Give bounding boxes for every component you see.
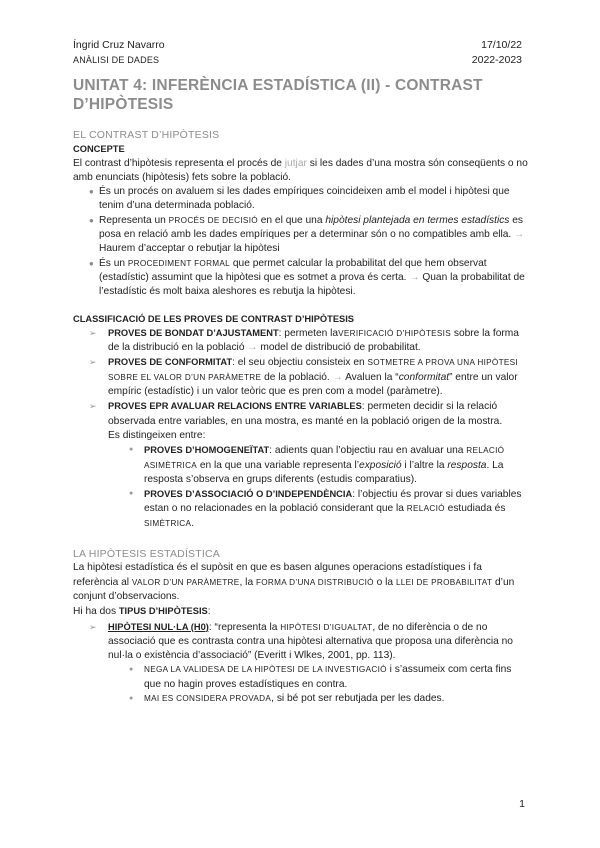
arrow-right-icon: → bbox=[409, 271, 420, 283]
section-heading-hipotesis: LA HIPÒTESIS ESTADÍSTICA bbox=[73, 548, 220, 561]
arrowhead-bullet-icon: ➢ bbox=[89, 357, 97, 368]
paragraph-hipotesis: La hipòtesi estadística és el supòsit en que es basen algunes operacions estadístiques i fa referència al VALOR D’UN PARÀMETRE, la FORMA D’UNA DISTRIBUCIÓ o la LLEI DE PROBABILITAT d’un conjunt d’observacions. bbox=[73, 562, 515, 602]
bullet-icon: ● bbox=[129, 694, 134, 702]
arrowhead-bullet-icon: ➢ bbox=[89, 401, 97, 412]
page-title: UNITAT 4: INFERÈNCIA ESTADÍSTICA (II) - CONTRAST D’HIPÒTESIS bbox=[73, 77, 483, 113]
highlight-jutjar: jutjar bbox=[284, 157, 307, 169]
list-item: ● MAI ES CONSIDERA PROVADA, si bé pot ser rebutjada per les dades. bbox=[73, 692, 528, 706]
arrow-right-icon: → bbox=[247, 342, 258, 354]
list-item: ● És un procés on avaluem si les dades empíriques coincideixen amb el model i hipòtesi que tenim d’una determinada població. bbox=[89, 186, 510, 212]
academic-year: 2022-2023 bbox=[471, 54, 522, 66]
list-item: ➢ PROVES DE BONDAT D’AJUSTAMENT: permeten laVERIFICACIÓ D’HIPÒTESIS sobre la forma de la distribució en la població → model de distribució de probabilitat. bbox=[89, 327, 519, 354]
arrow-right-icon: → bbox=[514, 229, 525, 241]
list-item: ● NEGA LA VALIDESA DE LA HIPÒTESI DE LA INVESTIGACIÓ i s’assumeix com certa fins que no hagin proves estadístiques en contra. bbox=[129, 664, 512, 690]
paragraph-types: Hi ha dos TIPUS D’HIPÒTESIS: bbox=[73, 606, 211, 618]
distinction-intro: Es distingeixen entre: bbox=[108, 429, 206, 441]
subject-name: ANÀLISI DE DADES bbox=[73, 55, 160, 65]
classification-list bbox=[73, 326, 528, 429]
bullet-icon: ● bbox=[89, 187, 94, 197]
subheading-concepte: CONCEPTE bbox=[73, 144, 125, 155]
concept-list bbox=[73, 185, 528, 299]
paragraph-intro: El contrast d’hipòtesis representa el procés de jutjar si les dades d’una mostra són conseqüents o no amb enunciats (hipòtesis) fets sobre la població. bbox=[73, 157, 528, 183]
bullet-icon: ● bbox=[89, 258, 94, 268]
section-heading-contrast: EL CONTRAST D’HIPÒTESIS bbox=[73, 129, 220, 141]
page-number: 1 bbox=[519, 798, 525, 810]
arrowhead-bullet-icon: ➢ bbox=[89, 327, 97, 338]
list-item: ➢ PROVES EPR AVALUAR RELACIONS ENTRE VARIABLES: permeten decidir si la relació observada entre variables, en una mostra, es manté en la població origen de la mostra. bbox=[89, 401, 503, 427]
bullet-icon: ● bbox=[89, 215, 94, 225]
hypothesis-types-list bbox=[73, 620, 528, 664]
null-hypothesis-list bbox=[73, 663, 528, 706]
header-left bbox=[73, 38, 165, 68]
list-item: ● És un PROCEDIMENT FORMAL que permet calcular la probabilitat del que hem observat (estadístic) assumint que la hipòtesi que es sotmet a prova és certa. → Quan la probabilitat de l’estadístic és molt baixa aleshores es rebutja la hipòtesi. bbox=[89, 257, 525, 298]
list-item: ● Representa un PROCÉS DE DECISIÓ en el que una hipòtesi plantejada en termes estadístics es posa en relació amb les dades empíriques per a determinar són o no compatibles amb ella. → Haurem d’acceptar o rebutjar la hipòtesi bbox=[89, 214, 525, 255]
arrow-right-icon: → bbox=[332, 371, 343, 383]
bullet-icon: ● bbox=[129, 446, 134, 454]
list-item: ● PROVES D’HOMOGENEÏTAT: adients quan l’objectiu rau en avaluar una RELACIÓ ASIMÈTRICA en la que una variable representa l’exposició i l’altre la resposta. La resposta s’observa en grups diferents (estudis comparatius). bbox=[129, 445, 505, 485]
list-item: ➢ PROVES DE CONFORMITAT: el seu objectiu consisteix en SOTMETRE A PROVA UNA HIPÒTESI SOBRE EL VALOR D’UN PARÀMETRE de la població. → Avaluen la “conformitat” entre un valor empíric (estadístic) i un valor teòric que es pren com a model (paràmetre). bbox=[89, 357, 518, 398]
bullet-icon: ● bbox=[129, 666, 134, 674]
header-date: 17/10/22 bbox=[481, 39, 522, 51]
relation-tests-list bbox=[73, 443, 528, 531]
subheading-classificacio: CLASSIFICACIÓ DE LES PROVES DE CONTRAST D’HIPÒTESIS bbox=[73, 313, 355, 324]
header-right bbox=[472, 38, 522, 68]
bullet-icon: ● bbox=[129, 490, 134, 498]
list-item: ● PROVES D’ASSOCIACIÓ O D’INDEPENDÈNCIA: l’objectiu és provar si dues variables estan o no relacionades en la població considerant que la RELACIÓ estudiada és SIMÈTRICA. bbox=[129, 489, 522, 529]
arrowhead-bullet-icon: ➢ bbox=[89, 621, 97, 632]
list-item: ➢ HIPÒTESI NUL·LA (H0): “representa la HIPÒTESI D’IGUALTAT, de no diferència o de no associació que es contrasta contra una hipòtesi alternativa que proposa una diferència no nul·la o existència d’associació” (Everitt i Wlkes, 2001, pp. 113). bbox=[89, 621, 513, 662]
document-body bbox=[73, 128, 528, 706]
author-name: Íngrid Cruz Navarro bbox=[73, 39, 165, 51]
